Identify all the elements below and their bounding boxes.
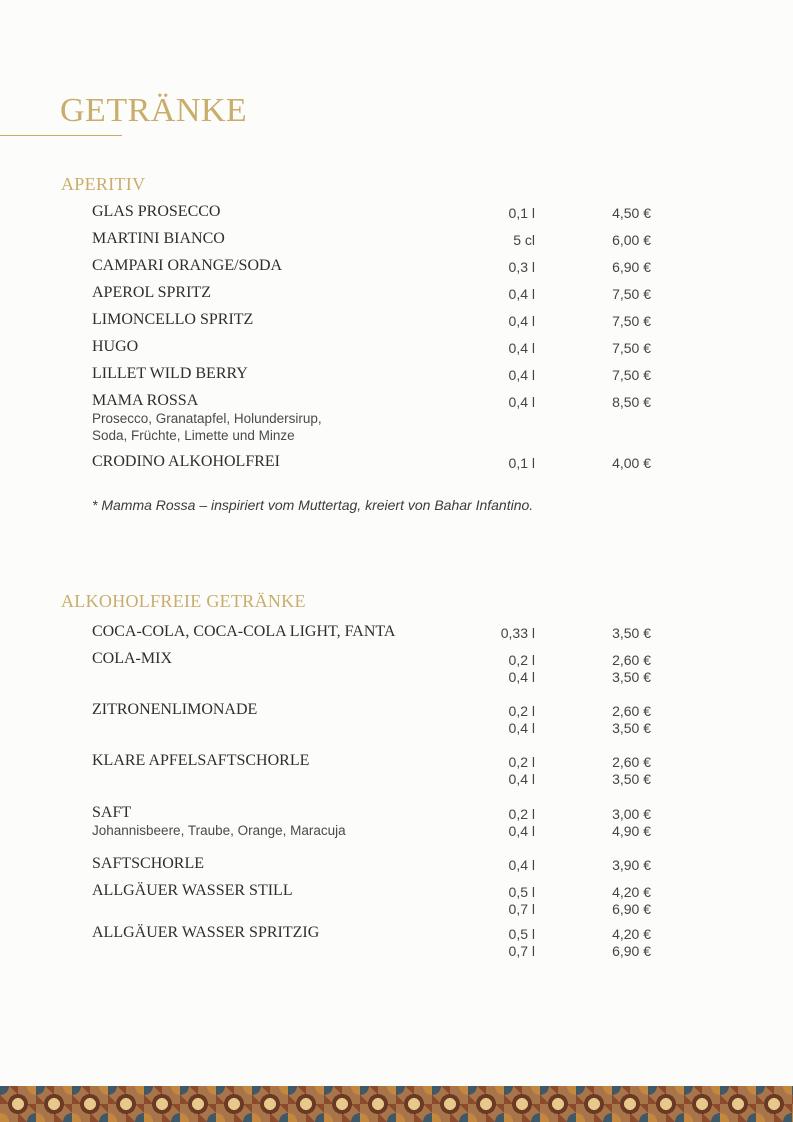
item-quantity bbox=[509, 703, 535, 736]
price-value: 4,20 € bbox=[612, 926, 651, 942]
item-quantity bbox=[509, 806, 535, 839]
item-name: SAFT bbox=[92, 804, 132, 821]
price-value: 6,90 € bbox=[612, 259, 651, 275]
item-name: SAFTSCHORLE bbox=[92, 855, 205, 872]
item-price bbox=[612, 232, 651, 249]
item-name: MARTINI BIANCO bbox=[92, 230, 225, 247]
item-name: GLAS PROSECCO bbox=[92, 203, 221, 220]
item-name: ALLGÄUER WASSER STILL bbox=[92, 882, 293, 899]
price-value: 7,50 € bbox=[612, 340, 651, 356]
item-name: CAMPARI ORANGE/SODA bbox=[92, 257, 283, 274]
decorative-tile-border bbox=[0, 1086, 793, 1122]
price-value: 3,50 € bbox=[612, 668, 651, 685]
price-value: 7,50 € bbox=[612, 313, 651, 329]
title-divider bbox=[0, 135, 122, 136]
quantity-value: 0,4 l bbox=[508, 668, 535, 685]
price-value: 4,00 € bbox=[612, 455, 651, 471]
item-quantity bbox=[513, 232, 535, 249]
item-quantity bbox=[509, 455, 535, 472]
item-quantity bbox=[509, 652, 535, 685]
item-name: APEROL SPRITZ bbox=[92, 284, 211, 301]
item-name: LIMONCELLO SPRITZ bbox=[92, 311, 254, 328]
quantity-value: 0,4 l bbox=[508, 770, 535, 787]
quantity-value: 0,4 l bbox=[508, 822, 535, 839]
quantity-value: 0,3 l bbox=[508, 259, 535, 275]
item-description bbox=[92, 823, 346, 840]
quantity-value: 0,7 l bbox=[508, 900, 535, 917]
quantity-value: 0,2 l bbox=[508, 652, 535, 668]
price-value: 2,60 € bbox=[612, 754, 651, 770]
quantity-value: 0,5 l bbox=[508, 926, 535, 942]
quantity-value: 0,4 l bbox=[508, 286, 535, 302]
item-name: MAMA ROSSA bbox=[92, 392, 199, 409]
price-value: 8,50 € bbox=[612, 394, 651, 410]
quantity-value: 0,33 l bbox=[500, 625, 535, 641]
item-price bbox=[612, 652, 651, 685]
price-value: 6,90 € bbox=[612, 900, 651, 917]
item-description-line: Soda, Früchte, Limette und Minze bbox=[92, 427, 295, 443]
item-quantity bbox=[509, 286, 535, 303]
item-quantity bbox=[509, 394, 535, 411]
item-name: KLARE APFELSAFTSCHORLE bbox=[92, 752, 310, 769]
section-title-alkoholfrei: ALKOHOLFREIE GETRÄNKE bbox=[61, 591, 306, 611]
price-value: 7,50 € bbox=[612, 367, 651, 383]
item-price bbox=[612, 806, 651, 839]
item-quantity bbox=[509, 926, 535, 959]
price-value: 3,50 € bbox=[612, 770, 651, 787]
item-price bbox=[612, 367, 651, 384]
quantity-value: 5 cl bbox=[513, 232, 535, 248]
quantity-value: 0,2 l bbox=[508, 754, 535, 770]
item-name: COCA-COLA, COCA-COLA LIGHT, FANTA bbox=[92, 623, 396, 640]
item-price bbox=[612, 340, 651, 357]
item-quantity bbox=[509, 857, 535, 874]
quantity-value: 0,4 l bbox=[508, 367, 535, 383]
item-name: LILLET WILD BERRY bbox=[92, 365, 248, 382]
item-name: HUGO bbox=[92, 338, 139, 355]
price-value: 4,50 € bbox=[612, 205, 651, 221]
item-price bbox=[612, 926, 651, 959]
item-name: ZITRONENLIMONADE bbox=[92, 701, 258, 718]
item-quantity bbox=[509, 754, 535, 787]
item-quantity bbox=[509, 205, 535, 222]
price-value: 3,90 € bbox=[612, 857, 651, 873]
item-quantity bbox=[509, 340, 535, 357]
item-price bbox=[612, 394, 651, 411]
price-value: 4,20 € bbox=[612, 884, 651, 900]
quantity-value: 0,4 l bbox=[508, 340, 535, 356]
quantity-value: 0,4 l bbox=[508, 313, 535, 329]
quantity-value: 0,4 l bbox=[508, 394, 535, 410]
price-value: 3,00 € bbox=[612, 806, 651, 822]
quantity-value: 0,4 l bbox=[508, 857, 535, 873]
item-price bbox=[612, 754, 651, 787]
quantity-value: 0,5 l bbox=[508, 884, 535, 900]
price-value: 2,60 € bbox=[612, 703, 651, 719]
page-title: GETRÄNKE bbox=[60, 92, 248, 129]
quantity-value: 0,2 l bbox=[508, 806, 535, 822]
item-price bbox=[612, 259, 651, 276]
item-description bbox=[92, 411, 322, 444]
item-name: CRODINO ALKOHOLFREI bbox=[92, 453, 280, 470]
item-quantity bbox=[501, 625, 535, 642]
quantity-value: 0,1 l bbox=[508, 205, 535, 221]
price-value: 3,50 € bbox=[612, 625, 651, 641]
item-quantity bbox=[509, 313, 535, 330]
item-name: ALLGÄUER WASSER SPRITZIG bbox=[92, 924, 320, 941]
item-description-line: Prosecco, Granatapfel, Holundersirup, bbox=[92, 411, 322, 426]
item-description-line: Johannisbeere, Traube, Orange, Maracuja bbox=[92, 823, 346, 838]
quantity-value: 0,7 l bbox=[508, 942, 535, 959]
item-price bbox=[612, 313, 651, 330]
price-value: 4,90 € bbox=[612, 822, 651, 839]
quantity-value: 0,4 l bbox=[508, 719, 535, 736]
item-quantity bbox=[509, 884, 535, 917]
item-price bbox=[612, 455, 651, 472]
item-price bbox=[612, 205, 651, 222]
quantity-value: 0,1 l bbox=[508, 455, 535, 471]
item-name: COLA-MIX bbox=[92, 650, 172, 667]
item-quantity bbox=[509, 367, 535, 384]
item-price bbox=[612, 884, 651, 917]
quantity-value: 0,2 l bbox=[508, 703, 535, 719]
price-value: 6,00 € bbox=[612, 232, 651, 248]
item-quantity bbox=[509, 259, 535, 276]
section-title-aperitiv: APERITIV bbox=[61, 174, 146, 194]
footnote: * Mamma Rossa – inspiriert vom Muttertag, kreiert von Bahar Infantino. bbox=[92, 497, 534, 513]
price-value: 3,50 € bbox=[612, 719, 651, 736]
item-price bbox=[612, 857, 651, 874]
price-value: 7,50 € bbox=[612, 286, 651, 302]
price-value: 6,90 € bbox=[612, 942, 651, 959]
price-value: 2,60 € bbox=[612, 652, 651, 668]
item-price bbox=[612, 625, 651, 642]
item-price bbox=[612, 703, 651, 736]
item-price bbox=[612, 286, 651, 303]
